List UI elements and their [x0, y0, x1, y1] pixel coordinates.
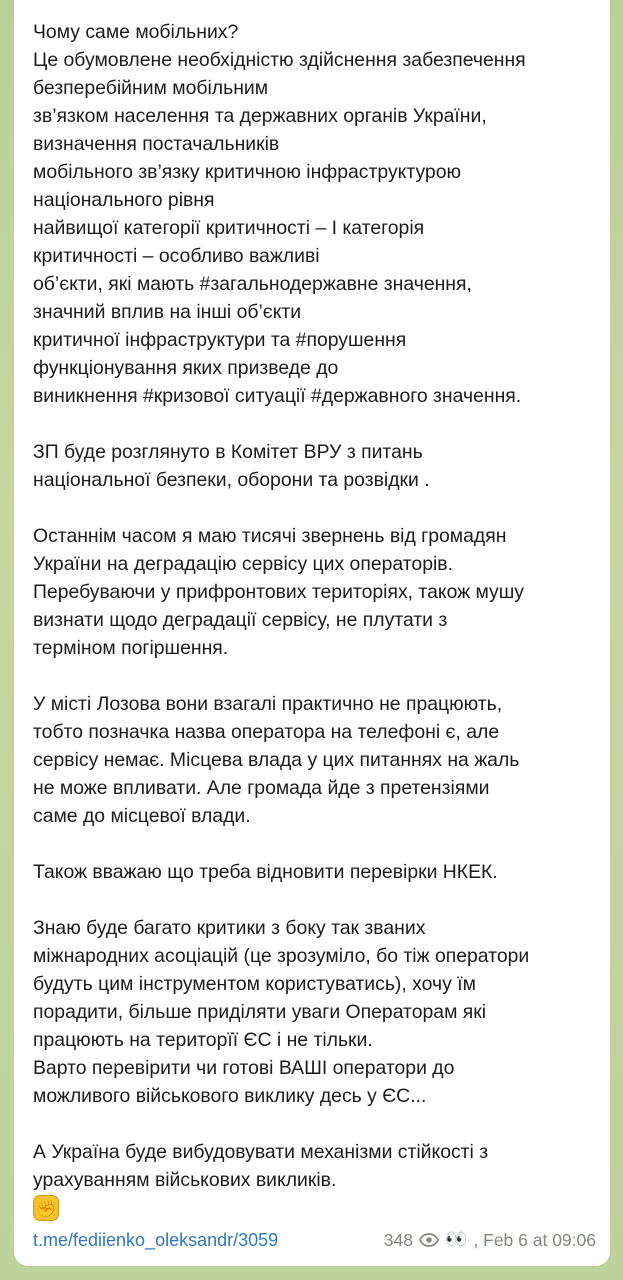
emoji-row — [33, 1194, 603, 1226]
eyes-emoji-icon: 👀 — [444, 1229, 468, 1250]
timestamp: , Feb 6 at 09:06 — [473, 1230, 596, 1250]
message-line: Чому саме мобільних? — [33, 21, 239, 43]
message-line: Також вважаю що треба відновити перевірки НКЕК. — [33, 861, 498, 883]
message-line: Варто перевірити чи готові ВАШІ оператори до — [33, 1057, 455, 1079]
message-line: виникнення #кризової ситуації #державного значення. — [33, 385, 522, 407]
message-footer — [33, 1226, 596, 1254]
message-line: визнати щодо деградації сервісу, не плутати з — [33, 609, 448, 631]
paragraph-gap — [33, 1110, 603, 1138]
message-line: урахуванням військових викликів. — [33, 1169, 337, 1191]
fist-emoji-icon: ✊ — [33, 1195, 59, 1221]
message-line: У місті Лозова вони взагалі практично не працюють, — [33, 693, 503, 715]
message-line: найвищої категорії критичності – І категорія — [33, 217, 425, 239]
paragraph-gap — [33, 662, 603, 690]
eye-icon — [419, 1233, 439, 1247]
message-line: значний вплив на інші об’єкти — [33, 301, 302, 323]
message-line: Останнім часом я маю тисячі звернень від громадян — [33, 525, 507, 547]
message-line: національної безпеки, оборони та розвідки . — [33, 469, 430, 491]
message-line: Перебуваючи у прифронтових територіях, також мушу — [33, 581, 524, 603]
message-line: ЗП буде розглянуто в Комітет ВРУ з питань — [33, 441, 423, 463]
paragraph-gap — [33, 410, 603, 438]
message-line: мобільного зв’язку критичною інфраструктурою — [33, 161, 462, 183]
message-line: працюють на територїї ЄС і не тільки. — [33, 1029, 373, 1051]
message-line: порадити, більше приділяти уваги Операторам які — [33, 1001, 487, 1023]
message-line: функціонування яких призведе до — [33, 357, 339, 379]
message-line: сервісу немає. Місцева влада у цих питаннях на жаль — [33, 749, 520, 771]
message-line: України на деградацію сервісу цих операторів. — [33, 553, 453, 575]
message-line: терміном погіршення. — [33, 637, 229, 659]
message-line: тобто позначка назва оператора на телефоні є, але — [33, 721, 500, 743]
message-line: будуть цим інструментом користуватись), хочу їм — [33, 973, 476, 995]
message-line: визначення постачальників — [33, 133, 280, 155]
message-line: Це обумовлене необхідністю здійснення забезпечення — [33, 49, 526, 71]
message-line: критичності – особливо важливі — [33, 245, 320, 267]
message-text — [33, 18, 603, 1226]
message-line: зв’язком населення та державних органів України, — [33, 105, 487, 127]
view-count: 348 — [383, 1230, 413, 1250]
message-line: саме до місцевої влади. — [33, 805, 251, 827]
paragraph-gap — [33, 830, 603, 858]
message-line: не може впливати. Але громада йде з претензіями — [33, 777, 490, 799]
message-line: можливого військового виклику десь у ЄС... — [33, 1085, 427, 1107]
message-line: А Україна буде вибудовувати механізми стійкості з — [33, 1141, 489, 1163]
post-link[interactable]: t.me/fediienko_oleksandr/3059 — [33, 1230, 279, 1250]
paragraph-gap — [33, 494, 603, 522]
message-line: національного рівня — [33, 189, 215, 211]
paragraph-gap — [33, 886, 603, 914]
message-meta — [384, 1226, 596, 1254]
message-line: критичної інфраструктури та #порушення — [33, 329, 407, 351]
message-line: Знаю буде багато критики з боку так званих — [33, 917, 426, 939]
message-line: об’єкти, які мають #загальнодержавне значення, — [33, 273, 472, 295]
message-line: безперебійним мобільним — [33, 77, 269, 99]
message-line: міжнародних асоціацій (це зрозуміло, бо тіж оператори — [33, 945, 530, 967]
